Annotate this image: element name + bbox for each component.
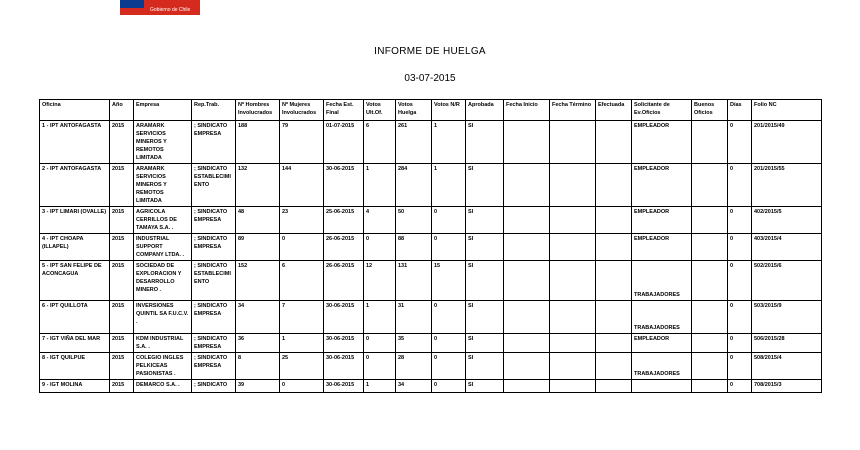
table-cell [504, 234, 550, 261]
table-cell [596, 164, 632, 207]
table-cell: 261 [396, 121, 432, 164]
table-cell: 144 [280, 164, 324, 207]
table-cell: 402/2015/5 [752, 207, 822, 234]
table-cell [550, 353, 596, 380]
table-cell: 1 [364, 164, 396, 207]
table-cell: 0 [432, 380, 466, 393]
table-cell: 0 [432, 207, 466, 234]
table-cell: 0 [728, 207, 752, 234]
table-cell: 31 [396, 301, 432, 334]
table-cell: DEMARCO S.A. . [134, 380, 192, 393]
table-cell [692, 164, 728, 207]
table-cell: SI [466, 380, 504, 393]
logo-blue-block [120, 0, 144, 8]
table-cell [550, 261, 596, 301]
table-cell: 0 [432, 301, 466, 334]
table-cell: 1 [280, 334, 324, 353]
table-cell: 2015 [110, 334, 134, 353]
table-cell: 6 - IPT QUILLOTA [40, 301, 110, 334]
column-header: Votos N/R [432, 100, 466, 121]
table-cell: 89 [236, 234, 280, 261]
table-cell: TRABAJADORES [632, 261, 692, 301]
table-cell: 88 [396, 234, 432, 261]
table-cell: ; SINDICATO EMPRESA [192, 234, 236, 261]
table-cell: 2015 [110, 234, 134, 261]
table-cell: 0 [728, 301, 752, 334]
table-cell [504, 301, 550, 334]
table-cell: 284 [396, 164, 432, 207]
table-cell [550, 380, 596, 393]
table-cell [692, 261, 728, 301]
table-cell: 0 [280, 380, 324, 393]
table-cell: 508/2015/4 [752, 353, 822, 380]
table-cell: 1 - IPT ANTOFAGASTA [40, 121, 110, 164]
table-cell: 2015 [110, 261, 134, 301]
column-header: Nº Mujeres Involucrados [280, 100, 324, 121]
table-cell [550, 121, 596, 164]
column-header: Buenos Oficios [692, 100, 728, 121]
table-body [40, 121, 822, 393]
table-cell [504, 164, 550, 207]
table-cell: 502/2015/6 [752, 261, 822, 301]
column-header: Fecha Término [550, 100, 596, 121]
table-row [40, 234, 822, 261]
table-cell: ARAMARK SERVICIOS MINEROS Y REMOTOS LIMITADA [134, 121, 192, 164]
column-header: Solicitante de Ev.Oficios [632, 100, 692, 121]
table-cell: TRABAJADORES [632, 301, 692, 334]
table-cell: 7 [280, 301, 324, 334]
table-cell: 152 [236, 261, 280, 301]
table-cell: 30-06-2015 [324, 334, 364, 353]
table-cell: 132 [236, 164, 280, 207]
report-title: INFORME DE HUELGA [374, 46, 486, 57]
table-cell: 2 - IPT ANTOFAGASTA [40, 164, 110, 207]
table-cell: 4 - IPT CHOAPA (ILLAPEL) [40, 234, 110, 261]
table-cell: 26-06-2015 [324, 261, 364, 301]
table-cell: AGRICOLA CERRILLOS DE TAMAYA S.A. . [134, 207, 192, 234]
table-cell [692, 234, 728, 261]
table-cell: 201/2015/49 [752, 121, 822, 164]
column-header: Nº Hombres Involucrados [236, 100, 280, 121]
column-header: Votos Huelga [396, 100, 432, 121]
table-cell [692, 380, 728, 393]
table-cell: 39 [236, 380, 280, 393]
table-cell: SI [466, 301, 504, 334]
table-cell: 403/2015/4 [752, 234, 822, 261]
table-cell: 50 [396, 207, 432, 234]
table-cell: 0 [728, 121, 752, 164]
table-cell: ; SINDICATO EMPRESA [192, 301, 236, 334]
table-header [40, 100, 822, 121]
table-cell: 131 [396, 261, 432, 301]
table-cell: SI [466, 334, 504, 353]
table-cell: 0 [728, 334, 752, 353]
table-row [40, 121, 822, 164]
table-cell [596, 301, 632, 334]
table-cell: 28 [396, 353, 432, 380]
table-cell: 201/2015/55 [752, 164, 822, 207]
table-cell: 01-07-2015 [324, 121, 364, 164]
table-cell [596, 261, 632, 301]
table-cell: 503/2015/9 [752, 301, 822, 334]
table-cell [692, 301, 728, 334]
table-cell: 36 [236, 334, 280, 353]
table-cell: 9 - IGT MOLINA [40, 380, 110, 393]
table-cell: 30-06-2015 [324, 353, 364, 380]
table-cell: 188 [236, 121, 280, 164]
table-cell: 2015 [110, 380, 134, 393]
table-cell [550, 164, 596, 207]
column-header: Días [728, 100, 752, 121]
table-cell: INVERSIONES QUINTIL SA F.U.C.V. . [134, 301, 192, 334]
report-date: 03-07-2015 [404, 73, 456, 84]
table-cell [550, 334, 596, 353]
table-cell: ; SINDICATO [192, 380, 236, 393]
table-cell: EMPLEADOR [632, 164, 692, 207]
table-cell: 34 [236, 301, 280, 334]
column-header: Fecha Est. Final [324, 100, 364, 121]
table-cell: SOCIEDAD DE EXPLORACION Y DESARROLLO MINERO . [134, 261, 192, 301]
table-cell: EMPLEADOR [632, 207, 692, 234]
table-cell: KDM INDUSTRIAL S.A. . [134, 334, 192, 353]
table-cell: ARAMARK SERVICIOS MINEROS Y REMOTOS LIMITADA [134, 164, 192, 207]
table-cell: ; SINDICATO EMPRESA [192, 334, 236, 353]
table-row [40, 380, 822, 393]
table-cell: 0 [364, 353, 396, 380]
table-cell [596, 380, 632, 393]
table-cell: 26-06-2015 [324, 234, 364, 261]
table-cell: 3 - IPT LIMARI (OVALLE) [40, 207, 110, 234]
table-cell: 34 [396, 380, 432, 393]
column-header: Aprobada [466, 100, 504, 121]
table-cell [596, 334, 632, 353]
table-cell: 6 [280, 261, 324, 301]
table-cell: 25 [280, 353, 324, 380]
table-cell: TRABAJADORES [632, 353, 692, 380]
table-cell: 8 [236, 353, 280, 380]
table-cell: ; SINDICATO ESTABLECIMIENTO [192, 164, 236, 207]
table-cell [504, 380, 550, 393]
table-cell [504, 261, 550, 301]
column-header: Año [110, 100, 134, 121]
column-header: Empresa [134, 100, 192, 121]
table-cell [596, 207, 632, 234]
column-header: Oficina [40, 100, 110, 121]
table-cell: 1 [364, 301, 396, 334]
table-row [40, 301, 822, 334]
table-cell: 4 [364, 207, 396, 234]
table-cell: 30-06-2015 [324, 301, 364, 334]
table-cell: 2015 [110, 207, 134, 234]
table-cell: 2015 [110, 164, 134, 207]
table-cell: 8 - IGT QUILPUE [40, 353, 110, 380]
table-cell: 0 [728, 380, 752, 393]
column-header: Efectuada [596, 100, 632, 121]
gobierno-logo [120, 0, 200, 15]
table-cell: 0 [728, 353, 752, 380]
table-cell [692, 207, 728, 234]
header-row [40, 100, 822, 121]
table-cell [550, 234, 596, 261]
table-cell [550, 207, 596, 234]
table-cell: SI [466, 261, 504, 301]
table-cell: 0 [432, 334, 466, 353]
table-cell: 79 [280, 121, 324, 164]
table-cell: INDUSTRIAL SUPPORT COMPANY LTDA. . [134, 234, 192, 261]
table-cell [550, 301, 596, 334]
table-cell: 30-06-2015 [324, 380, 364, 393]
table-cell: 30-06-2015 [324, 164, 364, 207]
table-row [40, 164, 822, 207]
table-cell: 0 [432, 234, 466, 261]
table-cell: SI [466, 234, 504, 261]
table-row [40, 261, 822, 301]
table-cell: ; SINDICATO ESTABLECIMIENTO [192, 261, 236, 301]
table-cell: 6 [364, 121, 396, 164]
table-cell: 2015 [110, 301, 134, 334]
table-cell: COLEGIO INGLES PELKICEAS PASIONISTAS . [134, 353, 192, 380]
table-cell: 1 [432, 164, 466, 207]
table-cell: 23 [280, 207, 324, 234]
table-cell [504, 353, 550, 380]
table-row [40, 334, 822, 353]
table-cell: 1 [364, 380, 396, 393]
table-cell [596, 353, 632, 380]
table-cell: 1 [432, 121, 466, 164]
table-cell: 0 [432, 353, 466, 380]
table-cell: 2015 [110, 353, 134, 380]
table-cell [504, 121, 550, 164]
table-cell: 15 [432, 261, 466, 301]
table-cell: 708/2015/3 [752, 380, 822, 393]
table-cell [692, 353, 728, 380]
table-cell: 0 [728, 164, 752, 207]
table-cell: 48 [236, 207, 280, 234]
table-cell: 25-06-2015 [324, 207, 364, 234]
table-cell: ; SINDICATO EMPRESA [192, 353, 236, 380]
table-cell: 12 [364, 261, 396, 301]
column-header: Rep.Trab. [192, 100, 236, 121]
table-cell: 2015 [110, 121, 134, 164]
table-cell: SI [466, 207, 504, 234]
table-cell: 0 [728, 234, 752, 261]
table-cell [596, 234, 632, 261]
table-cell [504, 334, 550, 353]
logo-text: Gobierno de Chile [150, 7, 191, 13]
table-cell: 0 [728, 261, 752, 301]
table-cell [596, 121, 632, 164]
table-cell: ; SINDICATO EMPRESA [192, 207, 236, 234]
table-cell: 0 [364, 234, 396, 261]
table-cell: SI [466, 164, 504, 207]
table-cell: SI [466, 121, 504, 164]
strike-report-table [39, 99, 822, 393]
table-cell: ; SINDICATO EMPRESA [192, 121, 236, 164]
table-cell: SI [466, 353, 504, 380]
table-cell: 0 [364, 334, 396, 353]
table-cell: 5 - IPT SAN FELIPE DE ACONCAGUA [40, 261, 110, 301]
table-cell: 506/2015/28 [752, 334, 822, 353]
table-cell: 35 [396, 334, 432, 353]
table-cell: 7 - IGT VIÑA DEL MAR [40, 334, 110, 353]
table-cell: EMPLEADOR [632, 234, 692, 261]
column-header: Votos Ult.Of. [364, 100, 396, 121]
table-cell [692, 121, 728, 164]
column-header: Fecha Inicio [504, 100, 550, 121]
table-row [40, 207, 822, 234]
column-header: Folio NC [752, 100, 822, 121]
table-cell: 0 [280, 234, 324, 261]
table-cell: EMPLEADOR [632, 334, 692, 353]
table-cell [692, 334, 728, 353]
table-row [40, 353, 822, 380]
table-cell [504, 207, 550, 234]
table-cell: EMPLEADOR [632, 121, 692, 164]
table-cell [632, 380, 692, 393]
